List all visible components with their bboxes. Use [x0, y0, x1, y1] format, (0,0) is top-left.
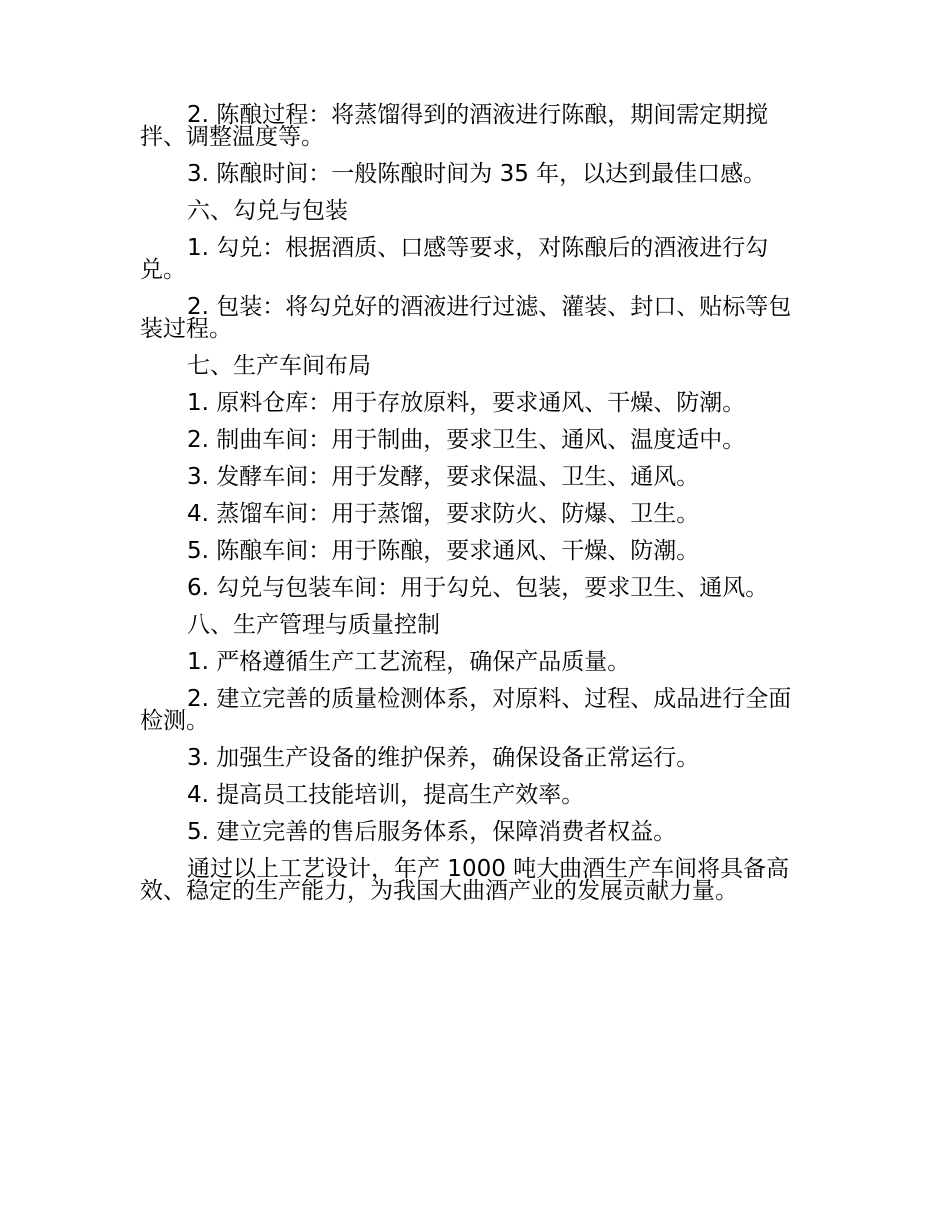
paragraph-after-sales: 5. 建立完善的售后服务体系，保障消费者权益。 — [187, 819, 677, 845]
paragraph-raw-material-warehouse: 1. 原料仓库：用于存放原料，要求通风、干燥、防潮。 — [187, 390, 746, 416]
section-heading-management-quality: 八、生产管理与质量控制 — [187, 612, 440, 638]
document-body — [140, 104, 812, 902]
section-heading-workshop-layout: 七、生产车间布局 — [187, 353, 371, 379]
paragraph-packaging: 2. 包装：将勾兑好的酒液进行过滤、灌装、封口、贴标等包装过程。 — [140, 294, 792, 342]
section-heading-blending-packaging: 六、勾兑与包装 — [187, 198, 348, 224]
paragraph-equipment-maintenance: 3. 加强生产设备的维护保养，确保设备正常运行。 — [187, 745, 700, 771]
paragraph-staff-training: 4. 提高员工技能培训，提高生产效率。 — [187, 782, 585, 808]
paragraph-fermentation-workshop: 3. 发酵车间：用于发酵，要求保温、卫生、通风。 — [187, 464, 700, 490]
paragraph-follow-process: 1. 严格遵循生产工艺流程，确保产品质量。 — [187, 649, 631, 675]
paragraph-blending: 1. 勾兑：根据酒质、口感等要求，对陈酿后的酒液进行勾兑。 — [140, 235, 769, 283]
paragraph-aging-time: 3. 陈酿时间：一般陈酿时间为 35 年，以达到最佳口感。 — [187, 161, 767, 187]
paragraph-distillation-workshop: 4. 蒸馏车间：用于蒸馏，要求防火、防爆、卫生。 — [187, 501, 700, 527]
paragraph-conclusion: 通过以上工艺设计，年产 1000 吨大曲酒生产车间将具备高效、稳定的生产能力，为我国大曲酒产业的发展贡献力量。 — [140, 856, 790, 904]
paragraph-koji-workshop: 2. 制曲车间：用于制曲，要求卫生、通风、温度适中。 — [187, 427, 746, 453]
paragraph-quality-inspection: 2. 建立完善的质量检测体系，对原料、过程、成品进行全面检测。 — [140, 686, 792, 734]
paragraph-aging-process: 2. 陈酿过程：将蒸馏得到的酒液进行陈酿，期间需定期搅拌、调整温度等。 — [140, 102, 769, 150]
paragraph-aging-workshop: 5. 陈酿车间：用于陈酿，要求通风、干燥、防潮。 — [187, 538, 700, 564]
paragraph-blending-packaging-workshop: 6. 勾兑与包装车间：用于勾兑、包装，要求卫生、通风。 — [187, 575, 769, 601]
